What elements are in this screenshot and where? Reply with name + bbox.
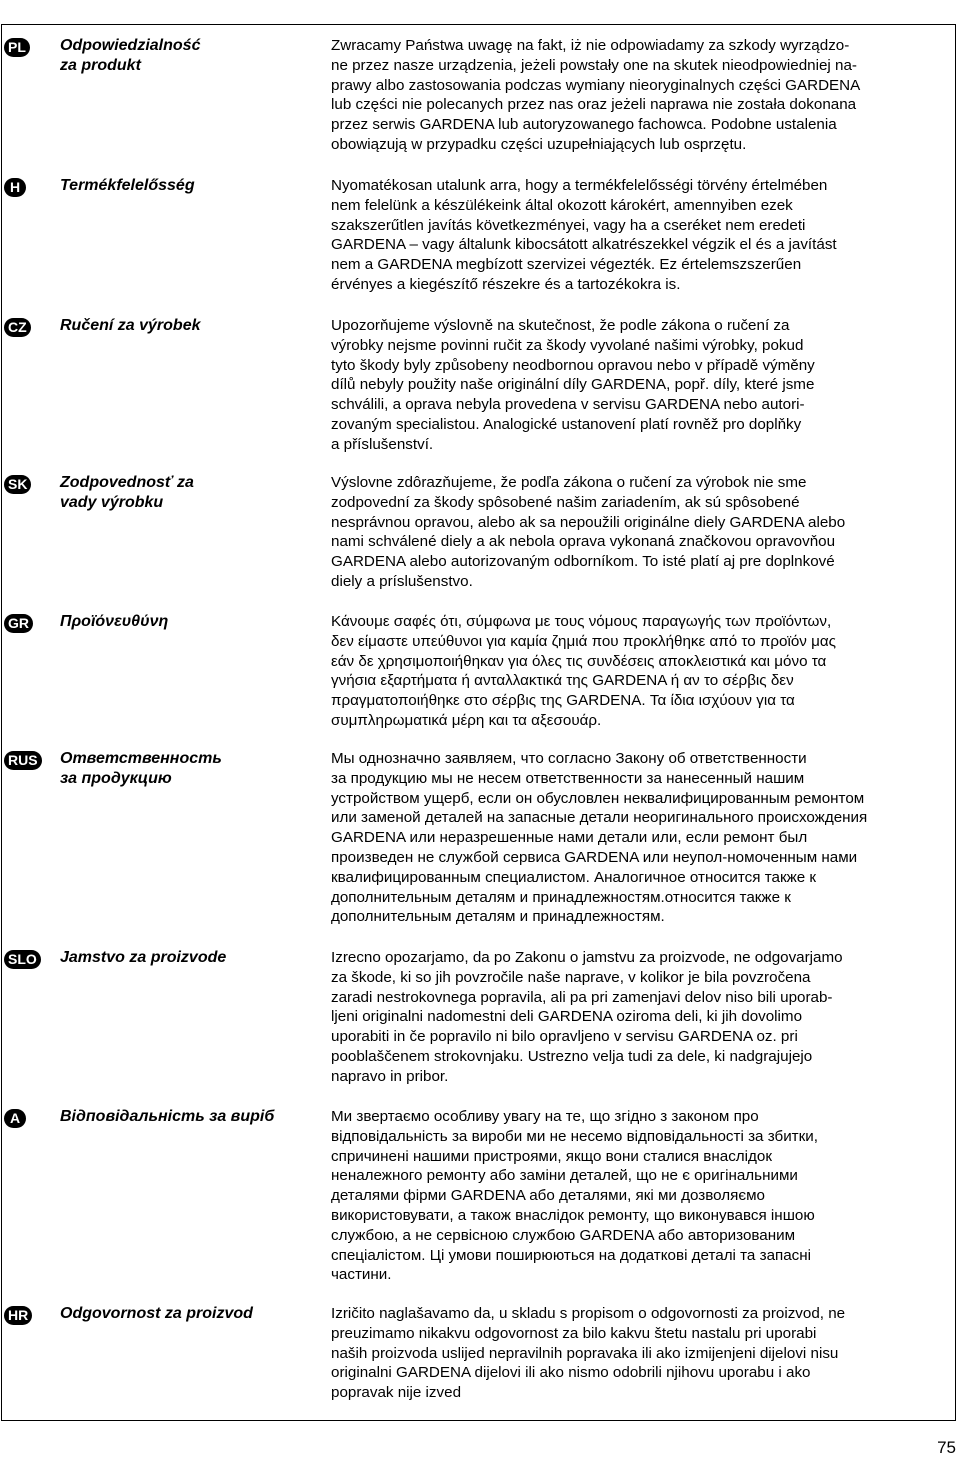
- section-heading: Zodpovednosť za vady výrobku: [60, 474, 194, 511]
- language-badge-hr: HR: [4, 1306, 32, 1325]
- language-badge-pl: PL: [4, 38, 30, 57]
- section-text: Ми звертаємо особливу увагу на те, що згідно з законом про відповідальність за вироби ми не несемо відповідальності за збитки, спричинені нашими пристроями, якщо вони сталися внаслідок неналежного ремонту або заміни деталей, що не є оригінальними деталями фірми GARDENA або деталями, які ми дозволяємо використовувати, а також внаслідок ремонту, що виконувався іншою службою, а не сервісною службою GARDENA або авторизованим спеціалістом. Ці умови поширюються на додаткові деталі та запасні частини.: [331, 1108, 818, 1284]
- section-text: Upozorňujeme výslovně na skutečnost, že podle zákona o ručení za výrobky nejsme povinni ručit za škody vyvolané našimi výrobky, pokud tyto škody byly způsobeny neodbornou opravou nebo v případě výměny dílů nebyly použity naše originální díly GARDENA, popř. díly, které jsme schválili, a oprava nebyla provedena v servisu GARDENA nebo autori- zovaným specialistou. Analogické ustanovení platí rovněž pro doplňky a příslušenství.: [331, 317, 815, 453]
- section-text: Мы однозначно заявляем, что согласно Закону об ответственности за продукцию мы не несем ответственности за нанесенный нашим устройством ущерб, если он обусловлен неквалифицированным ремонтом или заменой деталей на запасные детали неоригинального происхождения GARDENA или неразрешенные нами детали или, если ремонт был произведен не службой сервиса GARDENA или неупол-номоченным нами квалифицированным специалистом. Аналогичное относится также к дополнительным деталям и принадлежностям.относится также к дополнительным деталям и принадлежностям.: [331, 750, 868, 926]
- language-badge-h: H: [4, 178, 26, 197]
- language-badge-rus: RUS: [4, 751, 42, 770]
- section-text: Izričito naglašavamo da, u skladu s propisom o odgovornosti za proizvod, ne preuzimamo nikakvu odgovornost za bilo kakvu štetu nastalu pri uporabi naših proizvoda uslijed nepravilnih popravaka ili ako izmijenjeni dijelovi nisu originalni GARDENA dijelovi ili ako nismo odobrili njihovu uporabu i ako popravak nije izved: [331, 1305, 846, 1402]
- section-heading: Ответственность за продукцию: [60, 750, 222, 787]
- section-heading: Відповідальність за виріб: [60, 1108, 275, 1125]
- language-badge-gr: GR: [4, 614, 33, 633]
- section-heading: Jamstvo za proizvode: [60, 949, 227, 966]
- section-text: Κάνουμε σαφές ότι, σύμφωνα με τους νόμους παραγωγής των προϊόντων, δεν είμαστε υπεύθυνοι για καμία ζημιά που προκλήθηκε από το προϊόν μας εάν δε χρησιμοποιήθηκαν για όλες τις συνδέσεις αποκλειστικά και μόνο τα γνήσια εξαρτήματα ή ανταλλακτικά της GARDENA ή αν το σέρβις δεν πραγματοποιήθηκε στο σέρβις της GARDENA. Τα ίδια ισχύουν για τα συμπληρωματικά μέρη και τα αξεσουάρ.: [331, 613, 836, 729]
- section-text: Zwracamy Państwa uwagę na fakt, iż nie odpowiadamy za szkody wyrządzo- ne przez nasze urządzenia, jeżeli powstały one na skutek nieodpowiedniej na- prawy albo zastosowania podczas wymiany nieoryginalnych części GARDENA lub części nie polecanych przez nas oraz jeżeli naprawa nie została dokonana przez serwis GARDENA lub autoryzowanego fachowca. Podobne ustalenia obowiązują w przypadku części uzupełniających lub osprzętu.: [331, 37, 861, 153]
- section-text: Nyomatékosan utalunk arra, hogy a termékfelelősségi törvény értelmében nem felelünk a készülékeink által okozott károkért, amennyiben ezek szakszerűtlen javítás következményei, vagy ha a cseréket nem eredeti GARDENA – vagy általunk kibocsátott alkatrészekkel végzik el és a javítást nem a GARDENA megbízott szervizei végezték. Ez értelemszszerűen érvényes a kiegészítő részekre és a tartozékokra is.: [331, 177, 837, 293]
- section-text: Izrecno opozarjamo, da po Zakonu o jamstvu za proizvode, ne odgovarjamo za škode, ki so jih povzročile naše naprave, v kolikor je bila povzročena zaradi nestrokovnega popravila, ali pa pri zamenjavi delov niso bili uporab- ljeni originalni nadomestni deli GARDENA oziroma deli, ki jih dovolimo uporabiti in če popravilo ni bilo opravljeno v servisu GARDENA oz. pri pooblaščenem strokovnjaku. Ustrezno velja tudi za dele, ki nadgrajujejo napravo in pribor.: [331, 949, 843, 1085]
- language-badge-sk: SK: [4, 475, 31, 494]
- language-badge-slo: SLO: [4, 950, 41, 969]
- section-text: Výslovne zdôrazňujeme, že podľa zákona o ručení za výrobok nie sme zodpovední za škody spôsobené našim zariadením, ak sú spôsobené nesprávnou opravou, alebo ak sa nepoužili originálne diely GARDENA alebo nami schválené diely a ak nebola oprava vykonaná značkovou opravovňou GARDENA alebo autorizovaným odborníkom. To isté platí aj pre doplnkové diely a príslušenstvo.: [331, 474, 846, 590]
- section-heading: Προϊόνευθύνη: [60, 613, 169, 630]
- section-heading: Ručení za výrobek: [60, 317, 201, 334]
- language-badge-cz: CZ: [4, 318, 31, 337]
- section-heading: Odpowiedzialność za produkt: [60, 37, 201, 74]
- page-number: 75: [937, 1438, 956, 1457]
- language-badge-a: A: [4, 1109, 26, 1128]
- section-heading: Odgovornost za proizvod: [60, 1305, 253, 1322]
- section-heading: Termékfelelősség: [60, 177, 195, 194]
